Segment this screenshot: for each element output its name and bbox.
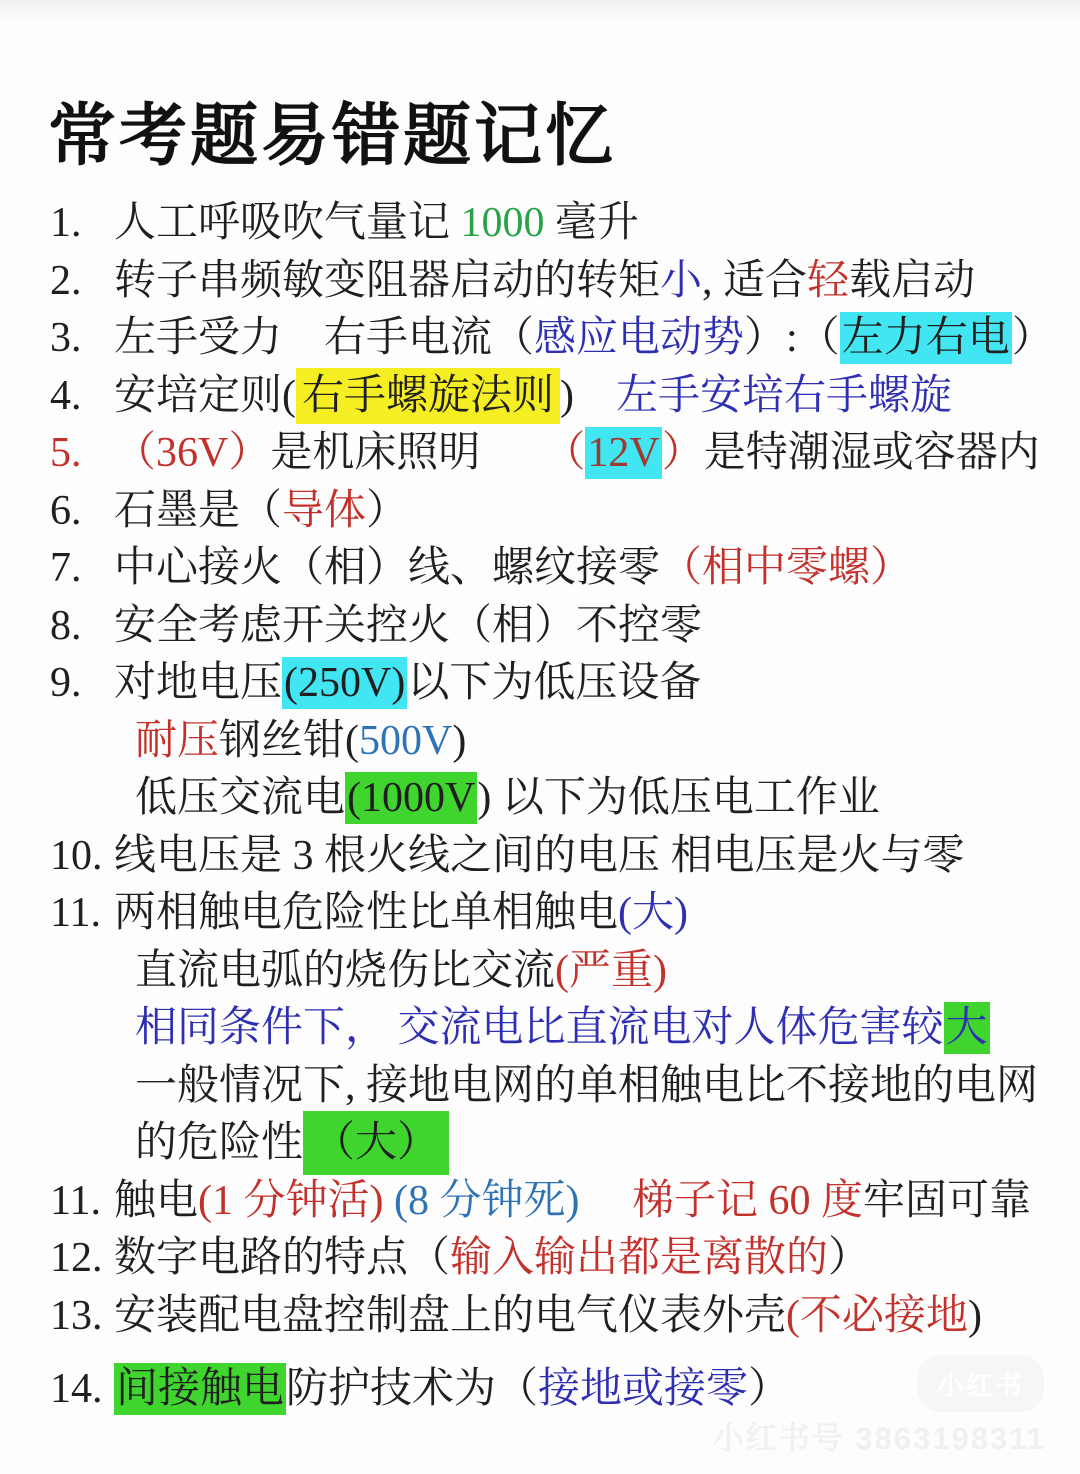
text-segment: ） [748,1366,791,1412]
list-line-continuation [50,943,1060,1001]
line-text [114,1288,982,1346]
text-segment: 1000 [460,200,545,246]
line-text [114,828,965,886]
text-segment: (8 分钟死) [394,1177,580,1224]
notes-list [0,185,1080,1419]
item-number: 2. [50,257,82,304]
text-segment: 是特潮湿或容器内 [703,430,1040,476]
text-segment: （36V） [114,430,271,476]
text-segment: 输入输出都是离散的 [450,1235,829,1281]
text-segment: 线电压是 3 根火线之间的电压 相电压是火与零 [114,832,965,879]
item-number: 11. [50,1177,101,1224]
list-line [50,1230,1060,1288]
line-text [114,483,408,541]
highlighted-text-segment: 间接触电 [114,1363,286,1415]
list-line [50,310,1060,368]
highlighted-text-segment: 12V [585,427,661,479]
line-text [135,1000,990,1058]
item-number: 1. [50,200,82,246]
item-number: 3. [50,315,82,361]
xiaohongshu-watermark-id: 小红书号 3863198311 [712,1421,1046,1456]
list-line [50,598,1060,656]
item-number: 12. [50,1235,103,1281]
list-line [50,253,1060,311]
text-segment: 感应电动势 [534,315,745,361]
highlighted-text-segment: 大 [944,1002,990,1054]
text-segment: ） [661,430,704,476]
text-segment: 梯子记 60 度 [632,1177,864,1224]
list-line [50,1288,1060,1346]
text-segment: 轻 [807,257,850,304]
list-line-continuation [50,1058,1060,1116]
item-number: 4. [50,372,82,419]
text-segment: 以下为低压设备 [407,660,702,706]
text-segment: 接地或接零 [538,1366,749,1412]
text-segment: 导体 [282,487,367,534]
text-segment: 耐压 [135,717,220,764]
highlighted-text-segment: (250V) [282,657,407,709]
item-number: 10. [50,832,103,879]
item-number: 14. [50,1366,103,1412]
text-segment [384,1178,395,1224]
highlighted-text-segment: 右手螺旋法则 [296,368,560,424]
text-segment: （相中零螺） [660,545,913,591]
line-text [114,368,952,426]
list-line [50,195,1060,253]
text-segment: 人工呼吸吹气量记 [114,200,461,246]
line-text [135,713,466,771]
list-line-continuation [50,770,1060,828]
list-line [50,425,1060,483]
page-title: 常考题易错题记忆 [48,98,617,174]
text-segment: 转子串频敏变阻器启动的转矩 [114,257,661,304]
text-segment: 的危险性 [135,1120,304,1166]
text-segment: 毫升 [544,200,640,246]
text-segment: 载启动 [849,257,976,304]
item-number: 5. [50,430,82,476]
text-segment: （ [564,430,586,476]
list-line [50,483,1060,541]
text-segment: 安培定则( [114,372,296,419]
list-line [50,368,1060,426]
photo-top-band [0,0,1080,26]
xiaohongshu-watermark-badge: 小红书 [917,1355,1044,1412]
item-number: 11. [50,890,101,936]
list-line [50,828,1060,886]
text-segment: 安全考虑开关控火（相）不控零 [114,602,703,649]
list-line [50,1173,1060,1231]
list-line [50,540,1060,598]
text-segment: (1 分钟活) [198,1177,384,1224]
text-segment: (大) [618,890,688,936]
list-line-continuation [50,1115,1060,1173]
text-segment: 石墨是（ [114,487,283,534]
text-segment: 数字电路的特点（ [114,1235,451,1281]
line-text [135,1058,1038,1116]
text-segment: 两相触电危险性比单相触电 [114,890,619,936]
text-segment: 钢丝钳( [219,717,360,764]
text-segment: 一般情况下, 接地电网的单相触电比不接地的电网 [135,1062,1039,1109]
item-number: 7. [50,545,82,591]
text-segment: ) [968,1292,983,1339]
text-segment: 对地电压 [114,660,283,706]
text-segment: 500V [359,717,453,764]
line-text [114,1230,870,1288]
text-segment: , 适合 [702,257,808,304]
line-text [114,598,702,656]
line-text [114,885,688,943]
line-text [135,770,880,828]
text-segment: ) 以下为低压电工作业 [477,775,880,821]
text-segment: 小 [660,257,703,304]
list-line-continuation [50,1000,1060,1058]
line-text [114,1173,1031,1231]
list-line [50,885,1060,943]
line-text [135,943,667,1001]
list-line [50,655,1060,713]
text-segment: 相同条件下， 交流电比直流电对人体危害较 [135,1005,944,1051]
text-segment: ） [1011,315,1054,361]
line-text [114,655,701,713]
highlighted-text-segment: 左力右电 [840,312,1012,364]
text-segment [579,1178,632,1224]
text-segment: ） [366,487,409,534]
list-line [50,1361,1060,1419]
text-segment: 中心接火（相）线、螺纹接零 [114,545,661,591]
item-number: 8. [50,602,82,649]
text-segment: (不必接地 [786,1292,969,1339]
line-text [114,425,1040,483]
text-segment: (严重) [555,947,667,994]
text-segment: 低压交流电 [135,775,346,821]
text-segment: 安装配电盘控制盘上的电气仪表外壳 [114,1292,787,1339]
text-segment: 触电 [114,1177,199,1224]
highlighted-text-segment: （大） [303,1111,449,1175]
text-segment: 左手受力 右手电流（ [114,315,535,361]
line-text [135,1115,449,1173]
line-text [114,1361,790,1419]
text-segment: ) [452,717,467,764]
list-line-continuation [50,713,1060,771]
item-number: 13. [50,1292,103,1339]
text-segment: 直流电弧的烧伤比交流 [135,947,556,994]
line-text [114,195,639,253]
line-text [114,310,1054,368]
text-segment: ）:（ [744,315,840,361]
item-number: 9. [50,660,82,706]
text-segment: ) [560,372,617,419]
text-segment: ） [828,1235,871,1281]
text-segment: 是机床照明 [270,430,565,476]
text-segment: 牢固可靠 [863,1177,1032,1224]
highlighted-text-segment: (1000V [345,772,477,824]
text-segment: 防护技术为（ [286,1366,539,1412]
line-text [114,540,912,598]
line-text [114,253,975,311]
item-number: 6. [50,487,82,534]
text-segment: 左手安培右手螺旋 [616,372,953,419]
